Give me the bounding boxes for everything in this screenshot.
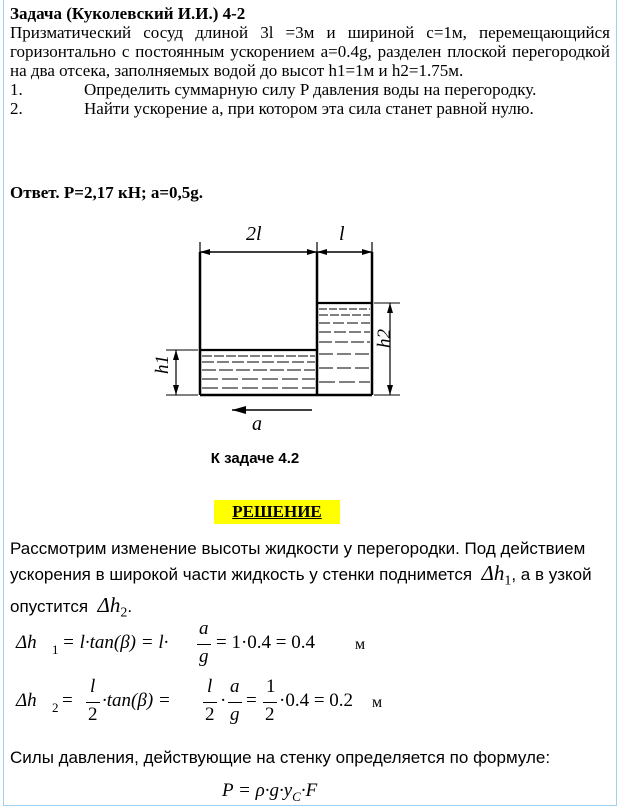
fraction-numerator: l [207,676,213,697]
task-number: 2. [10,99,23,118]
formula-sub: C [292,788,301,804]
equals-sign: = [62,690,73,711]
fraction-denominator: 2 [88,704,98,725]
label-h1: h1 [152,355,173,374]
paragraph-text: , а в узкой опустится [10,565,592,617]
fraction-bar [197,644,211,645]
task-number: 1. [10,80,23,99]
vessel-diagram [140,218,400,450]
task-text: Найти ускорение a, при котором эта сила станет равной нулю. [84,99,534,118]
formula-lhs: Δh [16,690,37,711]
fraction-numerator: l [90,676,96,697]
solution-paragraph-2: Силы давления, действующие на стенку определяется по формуле: [10,748,551,767]
paragraph-text: . [127,597,133,617]
fraction-bar [203,702,217,703]
label-a: a [252,413,262,435]
task-text: Определить суммарную силу P давления воды на перегородку. [84,80,537,99]
solution-heading: РЕШЕНИЕ [214,500,340,524]
delta-h2-sub: 2 [120,605,128,621]
delta-h1: Δh [481,561,505,585]
delta-h2: Δh [97,593,121,618]
label-l: l [339,223,345,245]
fraction-denominator: g [230,704,240,725]
label-h2: h2 [374,329,395,348]
formula-mid: = l·tan(β) = l· [62,632,169,653]
fraction-denominator: 2 [265,704,275,725]
figure-caption: К задаче 4.2 [210,450,300,467]
fraction-numerator: a [199,618,209,639]
fraction-bar [228,702,242,703]
fraction-denominator: g [199,646,209,667]
problem-statement: Призматический сосуд длиной 3l =3м и шириной c=1м, перемещающийся горизонтально с постоянным ускорением a=0.4g, разделен плоской перегородкой на два отсека, заполняемых водой до высот h1=1м и h2=1.75м. [10,23,610,80]
fraction-numerator: 1 [266,676,276,697]
fraction-bar [263,702,277,703]
formula-lhs-sub: 1 [52,642,59,657]
dot-operator: · [220,690,227,711]
fraction-numerator: a [230,676,240,697]
delta-h1-sub: 1 [504,573,512,589]
formula-lhs: Δh [16,632,37,653]
problem-block [10,4,610,118]
formula-mid: ·tan(β) = [102,690,171,711]
formula-pressure-force [222,780,317,805]
label-2l: 2l [246,223,262,245]
answer-line: Ответ. P=2,17 кН; a=0,5g. [10,183,204,202]
vessel-figure [140,218,400,478]
formula-rhs: ·0.4 = 0.2 [279,690,354,711]
task-item [10,80,610,99]
formula-unit: м [372,694,383,711]
formula-unit: м [355,636,366,653]
fraction-denominator: 2 [205,704,215,725]
solution-paragraph-1 [10,537,610,626]
task-item [10,99,610,118]
paragraph-text: Рассмотрим изменение высоты жидкости у перегородки. Под действием ускорения в широкой части жидкость у стенки поднимется [10,539,586,584]
problem-title: Задача (Куколевский И.И.) 4-2 [10,4,246,23]
fraction-bar [86,702,100,703]
equals-sign: = [246,690,257,711]
formula-rhs: = 1·0.4 = 0.4 [216,632,316,653]
formula-lhs-sub: 2 [52,700,59,715]
formula-lhs: P = ρ·g·y [222,780,293,801]
formula-rhs: ·F [300,780,318,801]
